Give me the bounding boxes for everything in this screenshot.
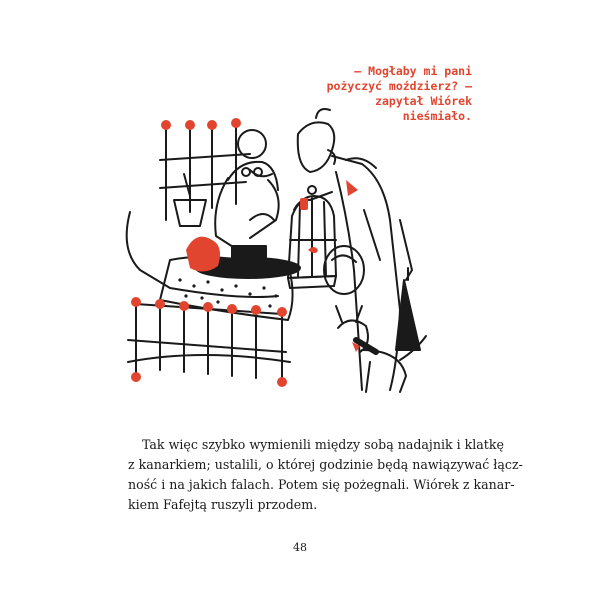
dialogue-line: pożyczyć moździerz? – [326, 79, 472, 93]
paragraph-line: z kanarkiem; ustalili, o której godzinie będą nawiązywać łącz- [128, 457, 523, 472]
bowler-hat-icon [324, 246, 364, 294]
body-paragraph [128, 435, 523, 515]
paragraph-line: kiem Fafejtą ruszyli przodem. [128, 497, 318, 512]
dialogue-line: zapytał Wiórek [375, 94, 472, 108]
blanket-dots [178, 278, 277, 307]
dialogue-line: – Mogłaby mi pani [354, 64, 472, 78]
paragraph-line: ność i na jakich falach. Potem się pożegnali. Wiórek z kanar- [128, 477, 515, 492]
paragraph-line: Tak więc szybko wymienili między sobą nadajnik i klatkę [142, 437, 504, 452]
grandmother-figure [215, 130, 278, 254]
illustration [100, 100, 460, 400]
bed-frame [127, 212, 290, 380]
dialogue-line: nieśmiało. [402, 109, 472, 123]
page-number: 48 [293, 541, 307, 554]
